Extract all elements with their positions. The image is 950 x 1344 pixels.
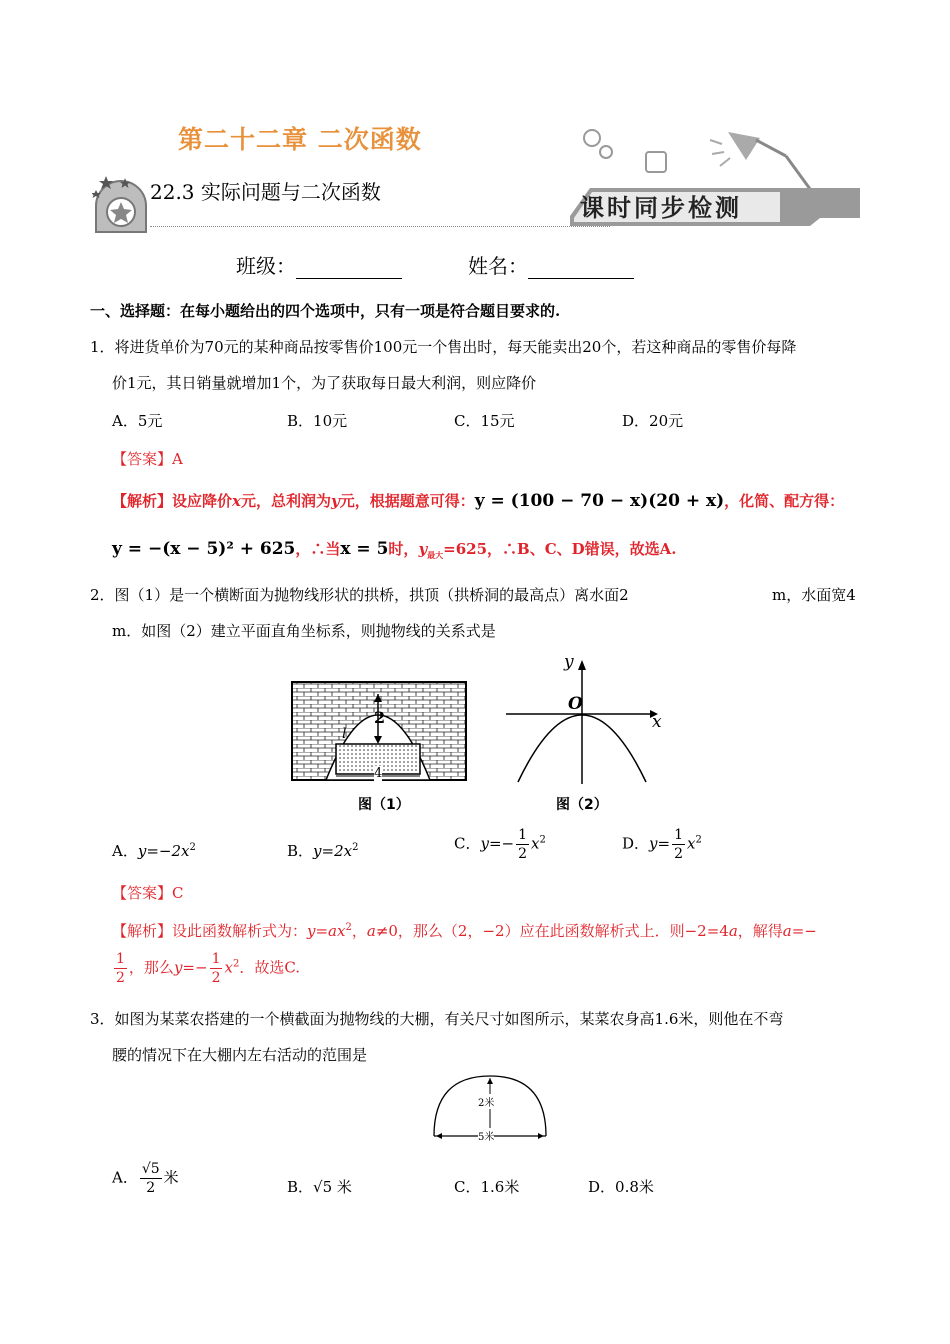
option-formula: y=−2x <box>137 842 190 860</box>
fraction-half <box>210 950 223 987</box>
q1-analysis-text: =625，∴B、C、D错误，故选A. <box>443 540 677 558</box>
q1-answer: 【答案】A <box>112 450 183 468</box>
q2-analysis-text: ≠0，那么（2，−2）应在此函数解析式上．则−2=4 <box>375 922 729 940</box>
q2-line1-right: m，水面宽4 <box>772 586 856 604</box>
stamp-text: 课时同步检测 <box>580 194 742 222</box>
superscript-2: 2 <box>232 958 240 970</box>
q2-fig1-caption: 图（1） <box>358 797 410 813</box>
class-label: 班级： <box>236 254 296 278</box>
q2-analysis-text: ， <box>351 922 367 940</box>
q2-answer: 【答案】C <box>112 884 184 902</box>
section-heading: 一、选择题：在每小题给出的四个选项中，只有一项是符合题目要求的. <box>90 302 561 320</box>
q2-analysis-text: 【解析】设此函数解析式为： <box>112 922 308 940</box>
q2-option-d <box>622 826 702 863</box>
class-field <box>236 250 402 279</box>
q2-var-a: a <box>366 922 376 940</box>
fig2-y-label: y <box>564 652 574 672</box>
option-formula: x <box>531 834 540 853</box>
q2-fig2-caption: 图（2） <box>556 797 608 813</box>
q3-figure <box>428 1072 552 1148</box>
q1-option-a: A．5元 <box>112 412 163 430</box>
q1-option-c: C．15元 <box>454 412 515 430</box>
chapter-title: 第二十二章 二次函数 <box>178 125 422 154</box>
name-field <box>468 250 634 279</box>
q1-analysis-text: 元，总利润为 <box>240 492 331 510</box>
q1-analysis-text: ，化简、配方得： <box>724 492 845 510</box>
fig2-x-label: x <box>652 712 662 732</box>
name-blank[interactable] <box>528 258 634 279</box>
q2-figure2 <box>504 652 664 790</box>
option-letter: C． <box>454 834 481 853</box>
q2-analysis-line1 <box>112 920 817 941</box>
superscript-2: 2 <box>345 922 352 933</box>
option-formula: √5 <box>313 1178 333 1196</box>
header-divider <box>150 226 610 227</box>
q1-var-y: y <box>330 492 340 510</box>
q1-line2: 价1元，其日销量就增加1个，为了获取每日最大利润，则应降价 <box>112 374 537 392</box>
superscript-2: 2 <box>539 834 546 846</box>
q2-option-b <box>287 840 358 861</box>
fraction-denominator: 2 <box>674 846 683 862</box>
fraction-denominator: 2 <box>116 970 125 986</box>
q1-option-b: B．10元 <box>287 412 348 430</box>
q1-var-x: x <box>232 492 241 510</box>
fraction-numerator: 1 <box>211 951 221 967</box>
q1-option-d: D．20元 <box>622 412 684 430</box>
option-letter: A． <box>112 842 138 860</box>
class-blank[interactable] <box>296 258 402 279</box>
q1-analysis-text: 时， <box>388 540 419 558</box>
q2-line2: m．如图（2）建立平面直角坐标系，则抛物线的关系式是 <box>112 622 496 640</box>
q2-line1: 2．图（1）是一个横断面为抛物线形状的拱桥，拱顶（拱桥洞的最高点）离水面2 <box>90 586 629 604</box>
q1-line1: 1．将进货单价为70元的某种商品按零售价100元一个售出时，每天能卖出20个，若这种商品的零售价每降 <box>90 338 797 356</box>
name-label: 姓名： <box>468 254 528 278</box>
fig1-width-label: 4 <box>374 766 383 781</box>
fraction-denominator: 2 <box>211 970 221 986</box>
q1-analysis-text: 元，根据题意可得： <box>339 492 475 510</box>
q3-width-label: 5米 <box>478 1128 494 1143</box>
superscript-2: 2 <box>695 834 702 846</box>
superscript-2: 2 <box>352 842 359 853</box>
q3-option-c: C．1.6米 <box>454 1178 520 1196</box>
fraction-denominator: 2 <box>146 1180 156 1196</box>
q1-analysis-text: 【解析】设应降价 <box>112 492 233 510</box>
q1-var-y: y <box>418 540 428 558</box>
superscript-2: 2 <box>189 842 196 853</box>
q2-analysis-line2 <box>112 950 300 987</box>
option-letter: B． <box>287 842 314 860</box>
q1-analysis-text: ，∴当 <box>295 540 341 558</box>
q1-analysis-line1 <box>112 490 844 511</box>
fig1-height-label: 2 <box>374 708 386 727</box>
q3-option-a <box>112 1160 179 1197</box>
q2-analysis-text: =− <box>791 922 817 940</box>
star-badge-icon <box>92 172 152 234</box>
q1-formula-x5: x = 5 <box>340 539 389 559</box>
fraction-denominator: 2 <box>518 846 528 862</box>
fraction-numerator: 1 <box>116 951 125 967</box>
fig2-origin-label: O <box>568 694 583 714</box>
q2-var-a: a <box>782 922 792 940</box>
section-title: 22.3 实际问题与二次函数 <box>150 180 381 204</box>
fraction-half <box>516 826 529 863</box>
fraction-numerator: 1 <box>518 827 528 843</box>
q2-formula: y=− <box>173 958 208 977</box>
fig1-water-label: l <box>342 726 347 742</box>
q2-formula: y=ax <box>307 922 346 940</box>
q1-formula-vertex: y = −(x − 5)² + 625 <box>112 539 296 559</box>
fraction-half <box>114 950 127 987</box>
q2-option-c <box>454 826 546 863</box>
fraction-numerator: 1 <box>674 827 683 843</box>
q2-var-a: a <box>728 922 738 940</box>
fraction-numerator: √5 <box>141 1161 160 1177</box>
option-formula: y=2x <box>313 842 353 860</box>
option-formula: y= <box>649 834 671 853</box>
q2-analysis-text: ．故选C. <box>239 958 301 977</box>
q2-analysis-text: ，那么 <box>128 958 174 977</box>
q1-subscript-max: 最大 <box>427 550 444 560</box>
q2-analysis-text: ，解得 <box>737 922 783 940</box>
q3-line2: 腰的情况下在大棚内左右活动的范围是 <box>112 1046 368 1064</box>
option-formula: x <box>687 834 696 853</box>
option-letter: D． <box>622 834 650 853</box>
option-unit: 米 <box>332 1178 352 1196</box>
q2-option-a <box>112 840 196 861</box>
q1-analysis-line2 <box>112 538 677 561</box>
fraction-half <box>672 826 685 863</box>
q2-formula: x <box>224 958 233 977</box>
q3-line1: 3．如图为某菜农搭建的一个横截面为抛物线的大棚，有关尺寸如图所示，某菜农身高1.6米，则他在不弯 <box>90 1010 784 1028</box>
option-formula: y=− <box>480 834 515 853</box>
q3-option-d: D．0.8米 <box>588 1178 654 1196</box>
option-letter: A． <box>112 1168 138 1187</box>
q3-height-label: 2米 <box>478 1094 494 1109</box>
option-unit: 米 <box>163 1168 179 1187</box>
option-letter: B． <box>287 1178 314 1196</box>
parabola-graph <box>504 656 664 786</box>
q2-figure1 <box>290 680 468 786</box>
q3-option-b <box>287 1176 352 1197</box>
q1-formula-profit: y = (100 − 70 − x)(20 + x) <box>474 491 725 511</box>
header-badge <box>92 172 152 238</box>
fraction-sqrt5-over-2 <box>140 1160 162 1197</box>
